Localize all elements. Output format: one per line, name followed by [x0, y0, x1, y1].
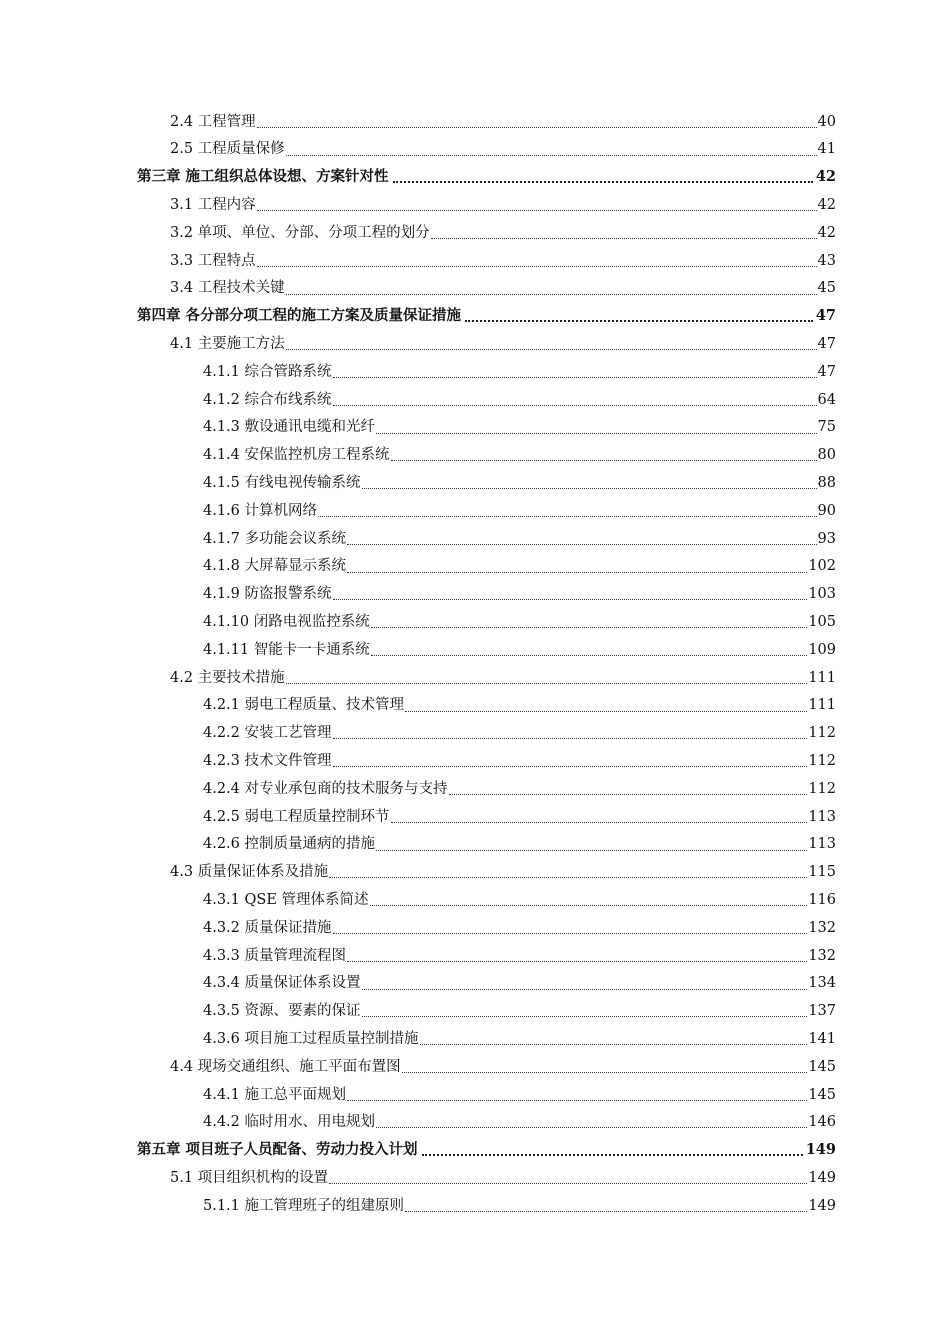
toc-page-number: 145 [808, 1086, 836, 1103]
dot-leader [420, 1043, 808, 1045]
dot-leader [286, 682, 808, 684]
dot-leader [347, 960, 807, 962]
dot-leader [362, 988, 808, 990]
toc-entry-subsection[interactable] [0, 497, 950, 525]
toc-entry-title: 4.4.2 临时用水、用电规划 [203, 1114, 376, 1131]
dot-leader [405, 710, 807, 712]
dot-leader [333, 376, 817, 378]
toc-entry-section[interactable] [0, 1164, 950, 1192]
toc-page-number: 149 [808, 1169, 836, 1186]
toc-page-number: 105 [808, 613, 836, 630]
toc-entry-title: 4.1.10 闭路电视监控系统 [203, 613, 370, 630]
toc-entry-subsection[interactable] [0, 692, 950, 720]
toc-entry-section[interactable] [0, 330, 950, 358]
toc-entry-title: 4.1.9 防盗报警系统 [203, 586, 332, 603]
toc-entry-title: 4.2.5 弱电工程质量控制环节 [203, 808, 390, 825]
toc-page-number: 109 [808, 641, 836, 658]
toc-page-number: 90 [817, 502, 836, 519]
toc-entry-subsection[interactable] [0, 942, 950, 970]
toc-entry-title: 4.3.3 质量管理流程图 [203, 947, 347, 964]
toc-page-number: 141 [808, 1030, 836, 1047]
toc-entry-chapter[interactable] [0, 303, 950, 331]
toc-entry-title: 4.3 质量保证体系及措施 [170, 864, 329, 881]
dot-leader [371, 626, 808, 628]
toc-entry-subsection[interactable] [0, 469, 950, 497]
toc-page-number: 132 [808, 947, 836, 964]
toc-entry-title: 5.1 项目组织机构的设置 [170, 1169, 329, 1186]
dot-leader [318, 515, 817, 517]
dot-leader [371, 654, 808, 656]
toc-entry-title: 2.4 工程管理 [170, 113, 256, 130]
toc-page-number: 111 [808, 669, 836, 686]
toc-page-number: 64 [817, 391, 836, 408]
toc-entry-subsection[interactable] [0, 608, 950, 636]
toc-page-number: 112 [808, 752, 836, 769]
toc-page-number: 134 [808, 975, 836, 992]
toc-entry-title: 4.2.2 安装工艺管理 [203, 725, 332, 742]
toc-entry-subsection[interactable] [0, 358, 950, 386]
toc-entry-title: 3.3 工程特点 [170, 252, 256, 269]
toc-entry-subsection[interactable] [0, 747, 950, 775]
toc-page-number: 145 [808, 1058, 836, 1075]
toc-entry-section[interactable] [0, 1053, 950, 1081]
dot-leader [333, 932, 808, 934]
toc-page-number: 43 [817, 252, 836, 269]
toc-entry-title: 4.2.3 技术文件管理 [203, 752, 332, 769]
dot-leader [449, 793, 808, 795]
toc-entry-title: 第四章 各分部分项工程的施工方案及质量保证措施 [137, 307, 462, 325]
dot-leader [333, 404, 817, 406]
dot-leader [391, 459, 817, 461]
dot-leader [257, 265, 817, 267]
dot-leader [286, 348, 817, 350]
table-of-contents [0, 108, 950, 1220]
dot-leader [347, 571, 807, 573]
toc-page-number: 149 [805, 1141, 836, 1159]
toc-entry-subsection[interactable] [0, 386, 950, 414]
toc-entry-title: 4.1.4 安保监控机房工程系统 [203, 447, 390, 464]
dot-leader [405, 1210, 807, 1212]
toc-page-number: 137 [808, 1003, 836, 1020]
toc-entry-title: 4.2.4 对专业承包商的技术服务与支持 [203, 780, 448, 797]
toc-entry-section[interactable] [0, 859, 950, 887]
toc-entry-chapter[interactable] [0, 1136, 950, 1164]
toc-page-number: 146 [808, 1114, 836, 1131]
toc-entry-subsection[interactable] [0, 831, 950, 859]
dot-leader [286, 154, 817, 156]
toc-page-number: 47 [817, 336, 836, 353]
dot-leader [362, 1015, 808, 1017]
toc-page-number: 93 [817, 530, 836, 547]
toc-entry-title: 2.5 工程质量保修 [170, 141, 285, 158]
toc-entry-subsection[interactable] [0, 636, 950, 664]
toc-entry-title: 4.2.6 控制质量通病的措施 [203, 836, 376, 853]
toc-entry-subsection[interactable] [0, 775, 950, 803]
toc-entry-subsection[interactable] [0, 720, 950, 748]
toc-entry-title: 4.3.6 项目施工过程质量控制措施 [203, 1030, 419, 1047]
toc-page-number: 112 [808, 725, 836, 742]
toc-entry-title: 4.1.2 综合布线系统 [203, 391, 332, 408]
toc-entry-section[interactable] [0, 247, 950, 275]
dot-leader [362, 487, 817, 489]
toc-page-number: 47 [815, 307, 836, 325]
dot-leader [333, 737, 808, 739]
toc-entry-title: 4.1.1 综合管路系统 [203, 363, 332, 380]
toc-entry-title: 4.2 主要技术措施 [170, 669, 285, 686]
toc-entry-section[interactable] [0, 191, 950, 219]
dot-leader [376, 432, 817, 434]
toc-entry-subsection[interactable] [0, 803, 950, 831]
toc-entry-subsection[interactable] [0, 553, 950, 581]
toc-entry-subsection[interactable] [0, 886, 950, 914]
toc-page-number: 88 [817, 475, 836, 491]
toc-entry-section[interactable] [0, 664, 950, 692]
toc-page-number: 75 [817, 419, 836, 436]
toc-entry-subsection[interactable] [0, 525, 950, 553]
toc-entry-section[interactable] [0, 219, 950, 247]
toc-entry-subsection[interactable] [0, 442, 950, 470]
dot-leader [465, 319, 813, 322]
toc-page-number: 149 [808, 1197, 836, 1214]
toc-entry-title: 4.1.11 智能卡一卡通系统 [203, 641, 370, 658]
toc-page-number: 45 [817, 280, 836, 297]
toc-page-number: 113 [808, 808, 836, 825]
toc-entry-title: 3.1 工程内容 [170, 197, 256, 214]
dot-leader [257, 126, 817, 128]
toc-entry-section[interactable] [0, 136, 950, 164]
toc-entry-title: 第五章 项目班子人员配备、劳动力投入计划 [137, 1141, 418, 1159]
toc-entry-title: 第三章 施工组织总体设想、方案针对性 [137, 168, 389, 186]
dot-leader [347, 543, 817, 545]
toc-page-number: 132 [808, 919, 836, 936]
toc-entry-subsection[interactable] [0, 414, 950, 442]
toc-entry-title: 4.1.3 敷设通讯电缆和光纤 [203, 419, 376, 436]
toc-entry-subsection[interactable] [0, 970, 950, 998]
toc-page-number: 113 [808, 836, 836, 853]
dot-leader [257, 209, 817, 211]
toc-entry-title: 4.4.1 施工总平面规划 [203, 1086, 347, 1103]
toc-page-number: 40 [817, 113, 836, 130]
toc-entry-title: 5.1.1 施工管理班子的组建原则 [203, 1197, 405, 1214]
toc-entry-section[interactable] [0, 108, 950, 136]
dot-leader [286, 293, 817, 295]
dot-leader [370, 904, 808, 906]
toc-entry-title: 3.4 工程技术关键 [170, 280, 285, 297]
dot-leader [422, 1153, 803, 1156]
toc-entry-title: 4.1.8 大屏幕显示系统 [203, 558, 347, 575]
toc-entry-subsection[interactable] [0, 998, 950, 1026]
toc-entry-chapter[interactable] [0, 164, 950, 192]
toc-page-number: 111 [808, 697, 836, 714]
toc-entry-title: 4.2.1 弱电工程质量、技术管理 [203, 697, 405, 714]
toc-entry-title: 4.4 现场交通组织、施工平面布置图 [170, 1058, 401, 1075]
dot-leader [402, 1071, 808, 1073]
toc-entry-title: 4.3.2 质量保证措施 [203, 919, 332, 936]
dot-leader [333, 765, 808, 767]
dot-leader [347, 1099, 807, 1101]
toc-page-number: 42 [815, 168, 836, 186]
toc-entry-subsection[interactable] [0, 914, 950, 942]
dot-leader [393, 180, 813, 183]
toc-page-number: 112 [808, 780, 836, 797]
toc-entry-title: 4.1.6 计算机网络 [203, 502, 318, 519]
toc-entry-title: 3.2 单项、单位、分部、分项工程的划分 [170, 224, 430, 241]
toc-entry-subsection[interactable] [0, 1109, 950, 1137]
toc-page-number: 47 [817, 363, 836, 380]
toc-entry-subsection[interactable] [0, 1192, 950, 1220]
dot-leader [329, 876, 807, 878]
toc-page-number: 103 [808, 586, 836, 603]
toc-page-number: 115 [808, 864, 836, 881]
toc-page-number: 116 [808, 891, 836, 908]
dot-leader [391, 821, 808, 823]
toc-page-number: 80 [817, 447, 836, 464]
dot-leader [376, 849, 807, 851]
toc-page-number: 42 [817, 197, 836, 214]
toc-page-number: 102 [808, 558, 836, 575]
toc-entry-title: 4.3.1 QSE 管理体系简述 [203, 891, 369, 908]
toc-entry-section[interactable] [0, 275, 950, 303]
dot-leader [376, 1126, 807, 1128]
toc-entry-title: 4.3.4 质量保证体系设置 [203, 975, 361, 992]
dot-leader [431, 237, 817, 239]
toc-entry-title: 4.1.7 多功能会议系统 [203, 530, 347, 547]
toc-entry-subsection[interactable] [0, 1081, 950, 1109]
toc-entry-subsection[interactable] [0, 581, 950, 609]
toc-entry-title: 4.1.5 有线电视传输系统 [203, 475, 361, 491]
toc-page-number: 42 [817, 224, 836, 241]
dot-leader [329, 1182, 807, 1184]
dot-leader [333, 598, 808, 600]
toc-entry-subsection[interactable] [0, 1025, 950, 1053]
toc-entry-title: 4.1 主要施工方法 [170, 336, 285, 353]
toc-entry-title: 4.3.5 资源、要素的保证 [203, 1003, 361, 1020]
toc-page-number: 41 [817, 141, 836, 158]
